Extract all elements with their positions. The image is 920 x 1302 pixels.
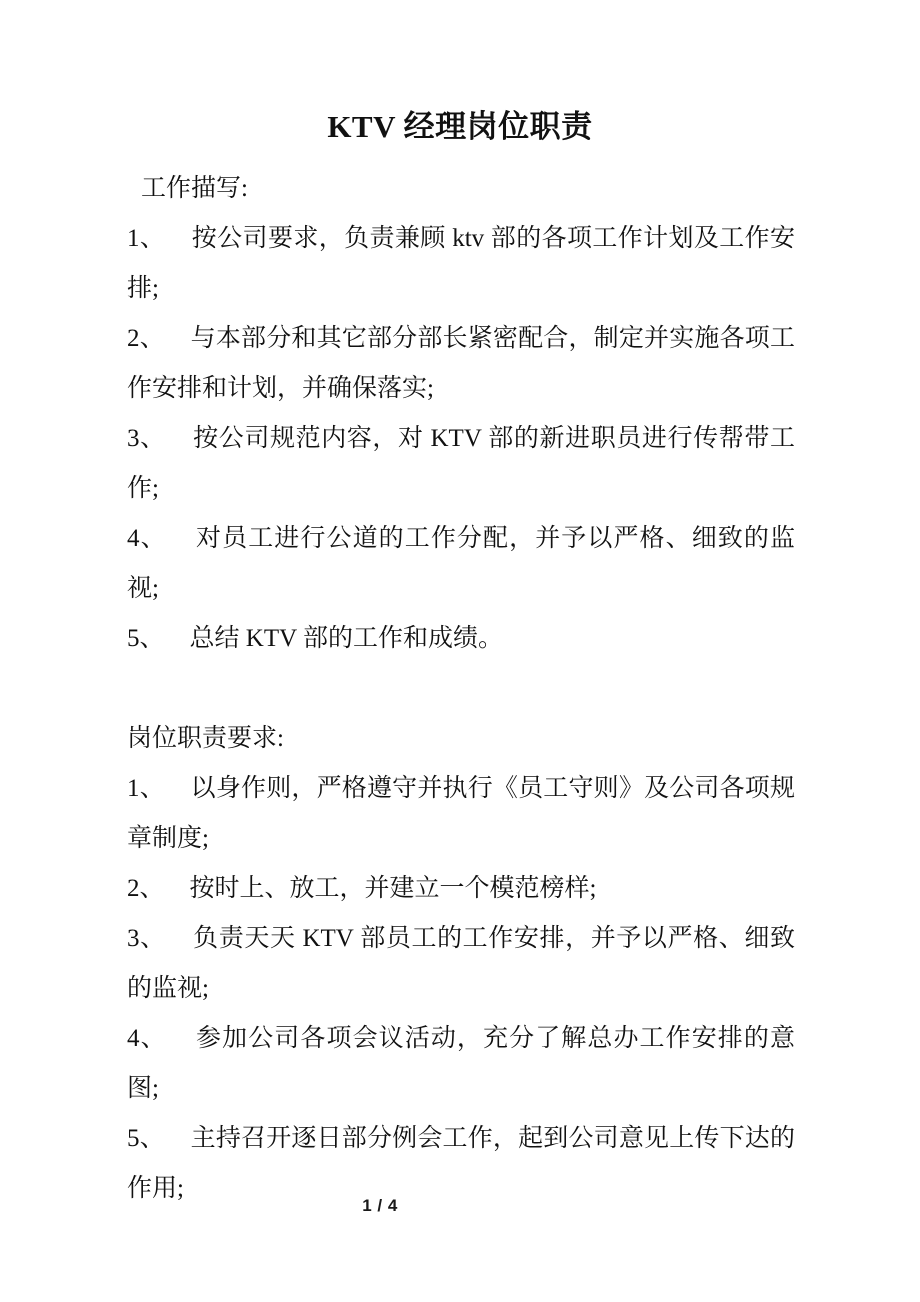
section-spacer [127,664,795,714]
list-item-text: 总结 KTV 部的工作和成绩。 [189,625,503,652]
list-item-marker: 4、 [127,525,167,552]
list-item-marker: 2、 [127,325,165,352]
list-item-text: 参加公司各项会议活动，充分了解总办工作安排的意图; [127,1025,795,1102]
list-item-marker: 1、 [127,775,165,802]
list-item-text: 按公司规范内容，对 KTV 部的新进职员进行传帮带工作; [127,425,795,502]
duty-requirements-list [127,764,795,1214]
list-item [127,764,795,864]
list-item-gap [167,1025,196,1052]
list-item-text: 对员工进行公道的工作分配，并予以严格、细致的监视; [127,525,795,602]
list-item [127,914,795,1014]
list-item-marker: 5、 [127,625,165,652]
list-item-gap [167,525,196,552]
list-item [127,864,795,914]
list-item-marker: 3、 [127,425,166,452]
list-item [127,314,795,414]
list-item-text: 负责天天 KTV 部员工的工作安排，并予以严格、细致的监视; [127,925,795,1002]
list-item-gap [165,875,190,902]
list-item [127,214,795,314]
list-item-gap [165,325,191,352]
list-item-marker: 1、 [127,225,166,252]
section-heading-duty-requirements: 岗位职责要求: [127,725,284,752]
list-item-marker: 2、 [127,875,165,902]
page-title: KTV 经理岗位职责 [327,109,593,144]
document-body [127,164,795,1214]
list-item-marker: 4、 [127,1025,167,1052]
section-heading-work-description: 工作描写: [141,175,248,202]
list-item-text: 按公司要求，负责兼顾 ktv 部的各项工作计划及工作安排; [127,225,795,302]
list-item-gap [165,1125,191,1152]
list-item [127,614,795,664]
list-item-marker: 3、 [127,925,166,952]
list-item-text: 按时上、放工，并建立一个模范榜样; [189,875,597,902]
list-item-gap [165,225,192,252]
work-description-list [127,214,795,664]
list-item-gap [166,425,193,452]
list-item-text: 以身作则，严格遵守并执行《员工守则》及公司各项规章制度; [127,775,795,852]
list-item-text: 主持召开逐日部分例会工作，起到公司意见上传下达的作用; [127,1125,795,1202]
list-item [127,1014,795,1114]
list-item-gap [165,775,191,802]
list-item-text: 与本部分和其它部分部长紧密配合，制定并实施各项工作安排和计划，并确保落实; [127,325,795,402]
list-item-gap [166,925,193,952]
page-number-footer: 1 / 4 [362,1196,398,1215]
list-item [127,414,795,514]
list-item [127,514,795,614]
list-item-gap [165,625,190,652]
list-item-marker: 5、 [127,1125,165,1152]
